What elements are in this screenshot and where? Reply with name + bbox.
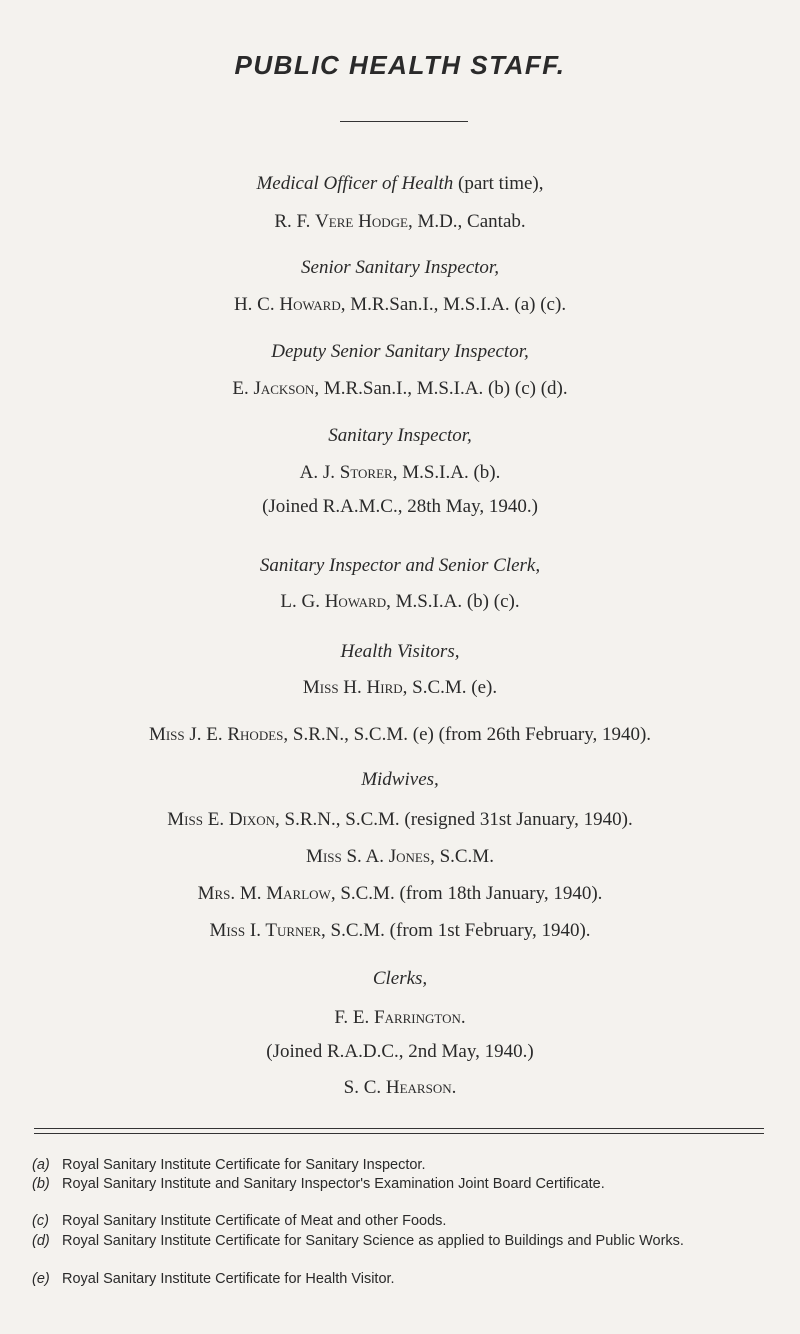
footnote: (d) Royal Sanitary Institute Certificate for Sanitary Science as applied to Buildings and Public Works. [32, 1233, 684, 1249]
staff-entry: S. C. Hearson. [343, 1077, 457, 1098]
staff-note: (Joined R.A.D.C., 2nd May, 1940.) [266, 1041, 534, 1062]
footnote: (c) Royal Sanitary Institute Certificate of Meat and other Foods. [32, 1213, 447, 1229]
staff-note: (Joined R.A.M.C., 28th May, 1940.) [262, 496, 538, 517]
footnote-divider [34, 1128, 764, 1134]
staff-entry: Miss I. Turner, S.C.M. (from 1st February, 1940). [209, 920, 591, 941]
role-heading: Sanitary Inspector and Senior Clerk, [259, 555, 541, 576]
footnote: (b) Royal Sanitary Institute and Sanitary Inspector's Examination Joint Board Certificate. [32, 1176, 605, 1192]
footnote: (e) Royal Sanitary Institute Certificate for Health Visitor. [32, 1271, 395, 1287]
page-title: PUBLIC HEALTH STAFF. [234, 50, 566, 80]
role-heading: Health Visitors, [340, 641, 460, 662]
role-heading: Medical Officer of Health (part time), [256, 173, 544, 194]
staff-entry: H. C. Howard, M.R.San.I., M.S.I.A. (a) (c). [233, 294, 567, 315]
staff-entry: Miss S. A. Jones, S.C.M. [306, 846, 494, 867]
staff-entry: F. E. Farrington. [334, 1007, 466, 1028]
staff-entry: Miss H. Hird, S.C.M. (e). [302, 677, 498, 698]
staff-entry: Miss J. E. Rhodes, S.R.N., S.C.M. (e) (from 26th February, 1940). [148, 724, 652, 745]
staff-entry: L. G. Howard, M.S.I.A. (b) (c). [280, 591, 520, 612]
role-heading: Deputy Senior Sanitary Inspector, [271, 341, 529, 362]
title-rule [340, 121, 468, 122]
role-heading: Midwives, [361, 769, 439, 790]
staff-entry: E. Jackson, M.R.San.I., M.S.I.A. (b) (c) (d). [232, 378, 568, 399]
role-heading: Sanitary Inspector, [328, 425, 472, 446]
staff-entry: Mrs. M. Marlow, S.C.M. (from 18th January, 1940). [197, 883, 603, 904]
staff-entry: A. J. Storer, M.S.I.A. (b). [299, 462, 501, 483]
role-heading: Clerks, [372, 968, 428, 989]
staff-entry: R. F. Vere Hodge, M.D., Cantab. [274, 211, 526, 232]
footnote: (a) Royal Sanitary Institute Certificate for Sanitary Inspector. [32, 1157, 426, 1173]
staff-entry: Miss E. Dixon, S.R.N., S.C.M. (resigned 31st January, 1940). [167, 809, 633, 830]
role-heading: Senior Sanitary Inspector, [301, 257, 499, 278]
